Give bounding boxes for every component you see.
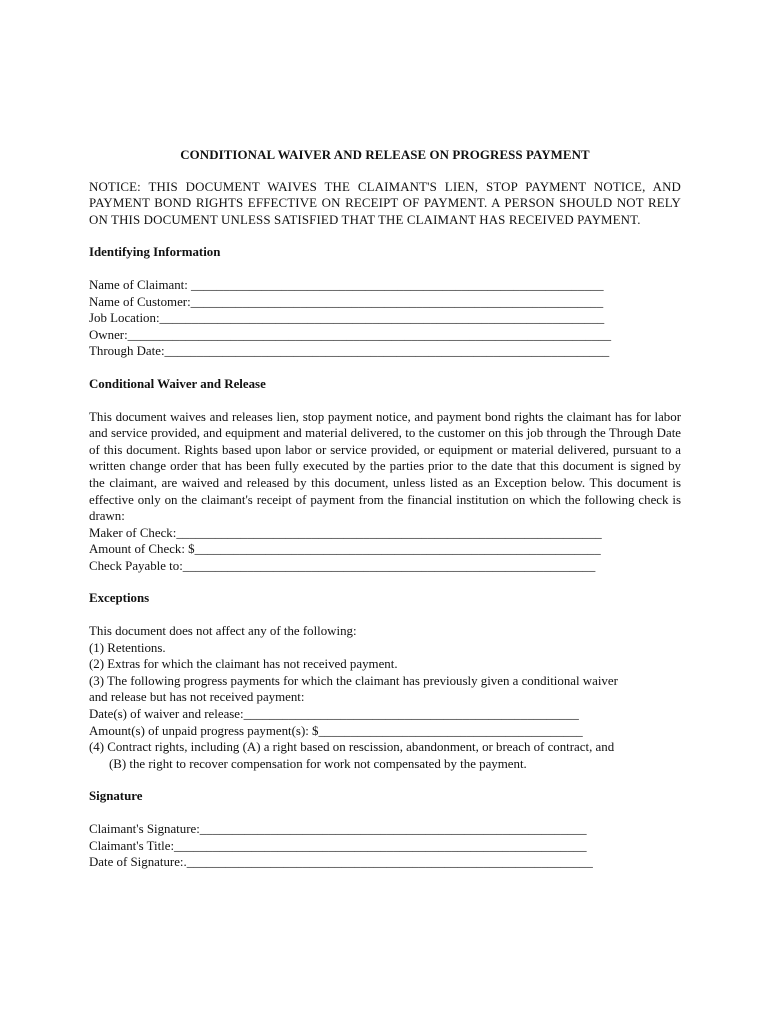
exception-item-contract-rights-cont: (B) the right to recover compensation for work not compensated by the payment. xyxy=(109,756,527,771)
waiver-dates-field[interactable]: Date(s) of waiver and release:____________________________________________________ xyxy=(89,707,579,722)
notice-paragraph: NOTICE: THIS DOCUMENT WAIVES THE CLAIMANT'S LIEN, STOP PAYMENT NOTICE, AND PAYMENT BOND RIGHTS EFFECTIVE ON RECEIPT OF PAYMENT. A PERSON SHOULD NOT RELY ON THIS DOCUMENT UNLESS SATISFIED THAT THE CLAIMANT HAS RECEIVED PAYMENT. xyxy=(89,179,681,227)
amount-of-check-field[interactable]: Amount of Check: $_______________________________________________________________ xyxy=(89,542,601,557)
signature-fields xyxy=(89,821,681,871)
exceptions-heading: Exceptions xyxy=(89,591,150,606)
exceptions-section xyxy=(89,623,681,772)
signature-heading: Signature xyxy=(89,789,143,804)
document-title: CONDITIONAL WAIVER AND RELEASE ON PROGRESS PAYMENT xyxy=(180,148,590,162)
waiver-section xyxy=(89,409,681,575)
identifying-fields xyxy=(89,277,681,360)
date-of-signature-field[interactable]: Date of Signature:._______________________________________________________________ xyxy=(89,855,593,870)
owner-field[interactable]: Owner:___________________________________________________________________________ xyxy=(89,327,612,342)
exception-item-progress-payments: (3) The following progress payments for which the claimant has previously given a conditional waiver xyxy=(89,673,618,688)
through-date-field[interactable]: Through Date:_____________________________________________________________________ xyxy=(89,344,610,359)
unpaid-amounts-field[interactable]: Amount(s) of unpaid progress payment(s): $_________________________________________ xyxy=(89,723,583,738)
check-payable-to-field[interactable]: Check Payable to:________________________________________________________________ xyxy=(89,558,596,573)
conditional-waiver-heading: Conditional Waiver and Release xyxy=(89,376,266,391)
exception-item-progress-payments-cont: and release but has not received payment: xyxy=(89,690,305,705)
document-page xyxy=(89,147,681,887)
exception-item-retentions: (1) Retentions. xyxy=(89,640,166,655)
waiver-body: This document waives and releases lien, stop payment notice, and payment bond rights the claimant has for labor and service provided, and equipment and material delivered, to the customer on this job through the Through Date of this document. Rights based upon labor or service provided, or equipment or material delivered, pursuant to a written change order that has been fully executed by the parties prior to the date that this document is signed by the claimant, are waived and released by this document, unless listed as an Exception below. This document is effective only on the claimant's receipt of payment from the financial institution on which the following check is drawn: xyxy=(89,409,681,524)
claimant-title-field[interactable]: Claimant's Title:________________________________________________________________ xyxy=(89,838,587,853)
claimant-name-field[interactable]: Name of Claimant: ________________________________________________________________ xyxy=(89,277,604,292)
identifying-information-heading: Identifying Information xyxy=(89,245,221,260)
job-location-field[interactable]: Job Location:_____________________________________________________________________ xyxy=(89,311,605,326)
maker-of-check-field[interactable]: Maker of Check:__________________________________________________________________ xyxy=(89,525,602,540)
customer-name-field[interactable]: Name of Customer:________________________________________________________________ xyxy=(89,294,604,309)
exception-item-contract-rights: (4) Contract rights, including (A) a right based on rescission, abandonment, or breach of contract, and xyxy=(89,740,615,755)
exceptions-intro: This document does not affect any of the following: xyxy=(89,624,357,639)
exception-item-extras: (2) Extras for which the claimant has not received payment. xyxy=(89,657,398,672)
claimant-signature-field[interactable]: Claimant's Signature:____________________________________________________________ xyxy=(89,822,587,836)
